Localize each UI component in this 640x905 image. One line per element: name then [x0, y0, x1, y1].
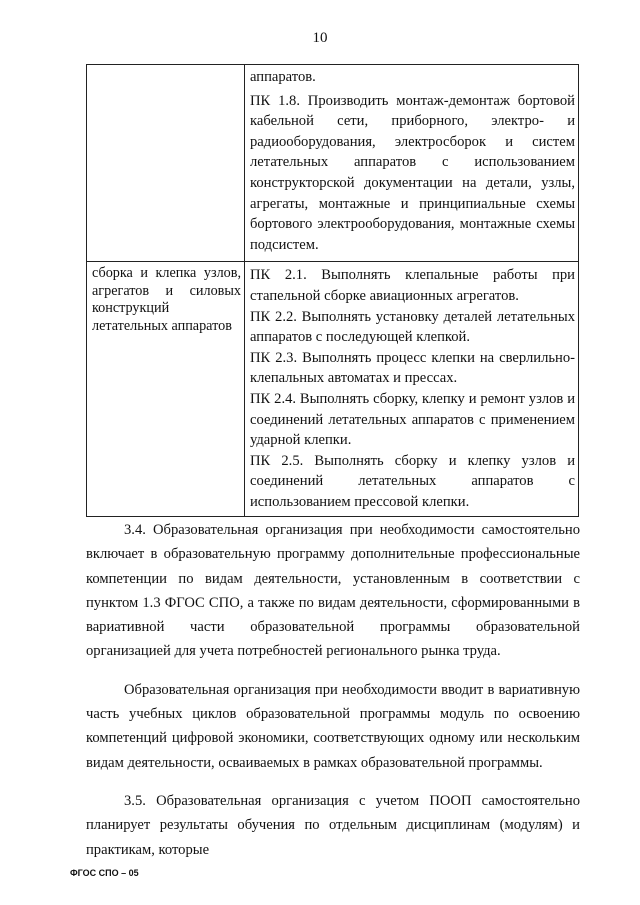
table-row: [87, 65, 579, 262]
table-cell-competencies: [245, 262, 579, 517]
table-cell-activity: [87, 262, 245, 517]
body-text: [86, 518, 580, 862]
page-number: 10: [312, 30, 328, 46]
competencies-table: [86, 64, 579, 517]
competency-item: ПК 2.4. Выполнять сборку, клепку и ремонт узлов и соединений летательных аппаратов с применением ударной клепки.: [250, 390, 575, 449]
competency-item: ПК 2.5. Выполнять сборку и клепку узлов и соединений летательных аппаратов с использованием прессовой клепки.: [250, 452, 575, 510]
table-cell-competencies: [245, 65, 579, 262]
competency-item: аппаратов.: [250, 69, 316, 85]
competency-item: ПК 2.1. Выполнять клепальные работы при стапельной сборке авиационных агрегатов.: [250, 267, 575, 304]
competency-item: ПК 1.8. Производить монтаж-демонтаж бортовой кабельной сети, приборного, электро- и радиооборудования, электросборок и систем летательных аппаратов с использованием конструкторской документации на детали, узлы, агрегаты, монтажные и принципиальные схемы бортового электрооборудования, монтажные схемы подсистем.: [250, 92, 575, 253]
competency-item: ПК 2.3. Выполнять процесс клепки на сверлильно-клепальных автоматах и прессах.: [250, 349, 575, 387]
activity-text: сборка и клепка узлов, агрегатов и силовых конструкций летательных аппаратов: [92, 265, 241, 334]
paragraph-digital-economy: Образовательная организация при необходимости вводит в вариативную часть учебных циклов образовательной программы модуль по освоению компетенций цифровой экономики, соответствующих одному или нескольким видам деятельности, осваиваемых в рамках образовательной программы.: [86, 681, 580, 771]
footer-standard-code: ФГОС СПО – 05: [70, 868, 139, 878]
paragraph-3-4: 3.4. Образовательная организация при необходимости самостоятельно включает в образовательную программу дополнительные профессиональные компетенции по видам деятельности, установленным в соответствии с пунктом 1.3 ФГОС СПО, а также по видам деятельности, сформированными в вариативной части образовательной программы образовательной организацией для учета потребностей регионального рынка труда.: [86, 522, 580, 660]
table-cell-activity: [87, 65, 245, 262]
paragraph-3-5: 3.5. Образовательная организация с учетом ПООП самостоятельно планирует результаты обучения по отдельным дисциплинам (модулям) и практикам, которые: [86, 792, 580, 858]
competency-item: ПК 2.2. Выполнять установку деталей летательных аппаратов с последующей клепкой.: [250, 308, 575, 346]
table-row: [87, 262, 579, 517]
